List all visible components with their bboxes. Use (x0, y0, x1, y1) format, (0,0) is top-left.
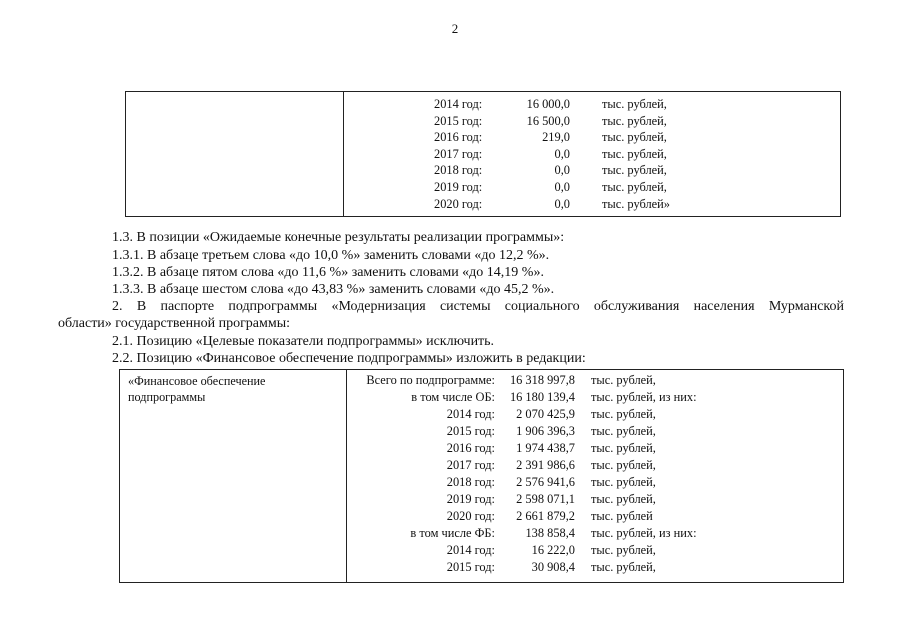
unit-label: тыс. рублей, (591, 407, 656, 421)
financing-row (120, 440, 845, 457)
row-label: 2020 год: (446, 509, 495, 523)
financing-row (120, 474, 845, 491)
amount-value: 1 974 438,7 (516, 441, 575, 455)
unit-label: тыс. рублей, (602, 97, 667, 111)
row-label: 2019 год: (446, 492, 495, 506)
year-label: 2016 год: (434, 130, 483, 145)
row-label: 2015 год: (446, 424, 495, 438)
unit-label: тыс. рублей, (591, 492, 656, 506)
amount-value: 2 070 425,9 (516, 407, 575, 421)
amount-value: 16 000,0 (526, 97, 570, 111)
subprogram-financing-table (119, 369, 844, 583)
paragraph-1-3-2: 1.3.2. В абзаце пятом слова «до 11,6 %» заменить словами «до 14,19 %». (112, 265, 544, 280)
page-number: 2 (451, 21, 459, 36)
year-label: 2017 год: (434, 146, 483, 161)
row-label: 2014 год: (446, 407, 495, 421)
financing-row (120, 389, 845, 406)
amount-value: 16 318 997,8 (509, 373, 575, 387)
amount-value: 2 598 071,1 (516, 492, 575, 506)
amount-value: 0,0 (554, 163, 570, 178)
unit-label: тыс. рублей» (602, 196, 671, 211)
unit-label: тыс. рублей (591, 509, 653, 523)
amount-value: 2 576 941,6 (516, 475, 575, 489)
financing-row (120, 525, 845, 542)
year-label: 2015 год: (434, 113, 483, 128)
funding-row (126, 162, 842, 179)
row-label: 2017 год: (446, 458, 495, 472)
paragraph-1-3-3: 1.3.3. В абзаце шестом слова «до 43,83 %» заменить словами «до 45,2 %». (112, 282, 555, 297)
unit-label: тыс. рублей, (602, 163, 667, 178)
row-label: 2015 год: (446, 560, 495, 574)
funding-row (126, 129, 842, 146)
row-label: Всего по подпрограмме: (366, 373, 495, 387)
unit-label: тыс. рублей, (591, 373, 656, 387)
paragraph-2-2: 2.2. Позицию «Финансовое обеспечение подпрограммы» изложить в редакции: (112, 351, 586, 366)
amount-value: 16 222,0 (531, 543, 575, 557)
amount-value: 16 180 139,4 (509, 390, 575, 404)
amount-value: 0,0 (554, 180, 570, 194)
unit-label: тыс. рублей, (602, 146, 667, 161)
year-label: 2019 год: (434, 180, 483, 194)
row-label: 2014 год: (446, 543, 495, 557)
paragraph-2-1: 2.1. Позицию «Целевые показатели подпрограммы» исключить. (112, 334, 495, 349)
funding-row (126, 179, 842, 196)
year-label: 2020 год: (434, 196, 483, 211)
amount-value: 30 908,4 (531, 560, 575, 574)
unit-label: тыс. рублей, из них: (591, 526, 697, 540)
unit-label: тыс. рублей, (591, 475, 656, 489)
financing-row (120, 542, 845, 559)
amount-value: 16 500,0 (526, 113, 570, 128)
row-label: в том числе ФБ: (410, 526, 495, 540)
unit-label: тыс. рублей, (591, 424, 656, 438)
paragraph-2-line-2: области» государственной программы: (58, 316, 291, 331)
financing-row (120, 559, 845, 576)
amount-value: 1 906 396,3 (516, 424, 575, 438)
unit-label: тыс. рублей, (591, 543, 656, 557)
amount-value: 0,0 (554, 196, 570, 211)
position-label: «Финансовое обеспечение подпрограммы (128, 374, 266, 404)
amount-value: 2 661 879,2 (516, 509, 575, 523)
amount-value: 138 858,4 (525, 526, 575, 540)
row-label: 2016 год: (446, 441, 495, 455)
row-label: 2018 год: (446, 475, 495, 489)
financing-row (120, 457, 845, 474)
unit-label: тыс. рублей, (602, 113, 667, 128)
unit-label: тыс. рублей, (602, 130, 667, 145)
paragraph-1-3: 1.3. В позиции «Ожидаемые конечные результаты реализации программы»: (112, 230, 565, 245)
financing-row (120, 508, 845, 525)
amount-value: 219,0 (542, 130, 570, 145)
funding-row (126, 146, 842, 163)
funding-table-continuation (125, 91, 841, 217)
paragraph-1-3-1: 1.3.1. В абзаце третьем слова «до 10,0 %» заменить словами «до 12,2 %». (112, 248, 550, 263)
unit-label: тыс. рублей, (591, 560, 656, 574)
unit-label: тыс. рублей, из них: (591, 390, 697, 404)
year-label: 2018 год: (434, 163, 483, 178)
amount-value: 0,0 (554, 146, 570, 161)
financing-row (120, 406, 845, 423)
funding-row (126, 196, 842, 213)
financing-row (120, 423, 845, 440)
funding-row (126, 113, 842, 130)
unit-label: тыс. рублей, (591, 458, 656, 472)
year-label: 2014 год: (434, 97, 483, 111)
financing-row (120, 491, 845, 508)
paragraph-2-line-1: 2. В паспорте подпрограммы «Модернизация системы социального обслуживания населения Мурманской (112, 299, 844, 314)
amount-value: 2 391 986,6 (516, 458, 575, 472)
financing-row (120, 372, 845, 389)
funding-row (126, 96, 842, 113)
row-label: в том числе ОБ: (411, 390, 495, 404)
unit-label: тыс. рублей, (591, 441, 656, 455)
unit-label: тыс. рублей, (602, 180, 667, 194)
